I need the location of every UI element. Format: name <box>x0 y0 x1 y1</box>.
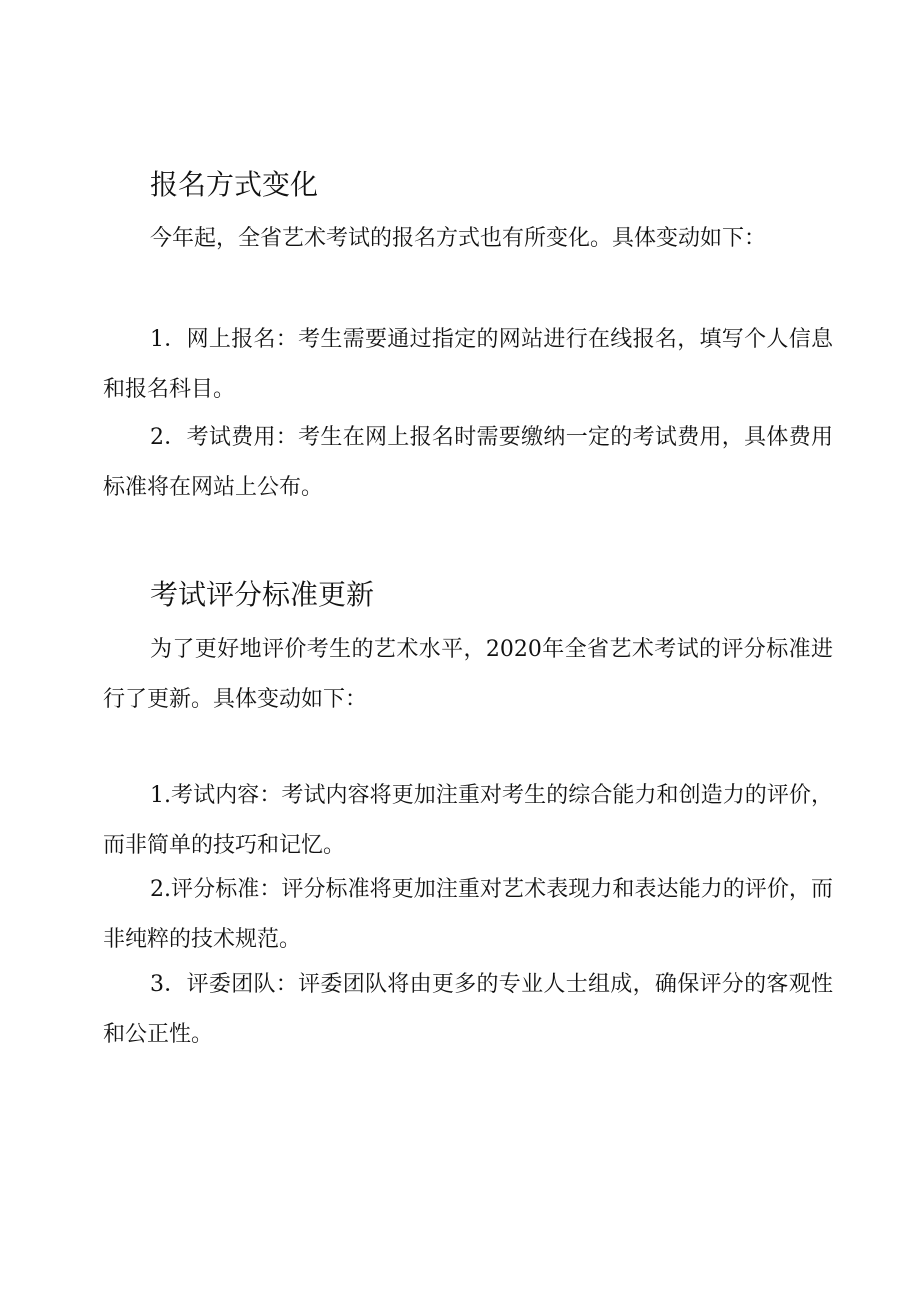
section-heading-registration: 报名方式变化 <box>150 168 319 201</box>
list-item: 1．网上报名：考生需要通过指定的网站进行在线报名，填写个人信息和报名科目。 <box>103 327 833 402</box>
section-intro-scoring: 为了更好地评价考生的艺术水平，2020年全省艺术考试的评分标准进行了更新。具体变动如下： <box>103 637 833 712</box>
section-intro-registration: 今年起，全省艺术考试的报名方式也有所变化。具体变动如下： <box>150 226 767 251</box>
list-item: 2.评分标准：评分标准将更加注重对艺术表现力和表达能力的评价，而非纯粹的技术规范。 <box>103 877 833 952</box>
list-item: 1.考试内容：考试内容将更加注重对考生的综合能力和创造力的评价，而非简单的技巧和记忆。 <box>103 783 833 858</box>
list-item: 3．评委团队：评委团队将由更多的专业人士组成，确保评分的客观性和公正性。 <box>103 972 833 1047</box>
list-item: 2．考试费用：考生在网上报名时需要缴纳一定的考试费用，具体费用标准将在网站上公布。 <box>103 425 833 500</box>
section-heading-scoring: 考试评分标准更新 <box>150 578 375 611</box>
